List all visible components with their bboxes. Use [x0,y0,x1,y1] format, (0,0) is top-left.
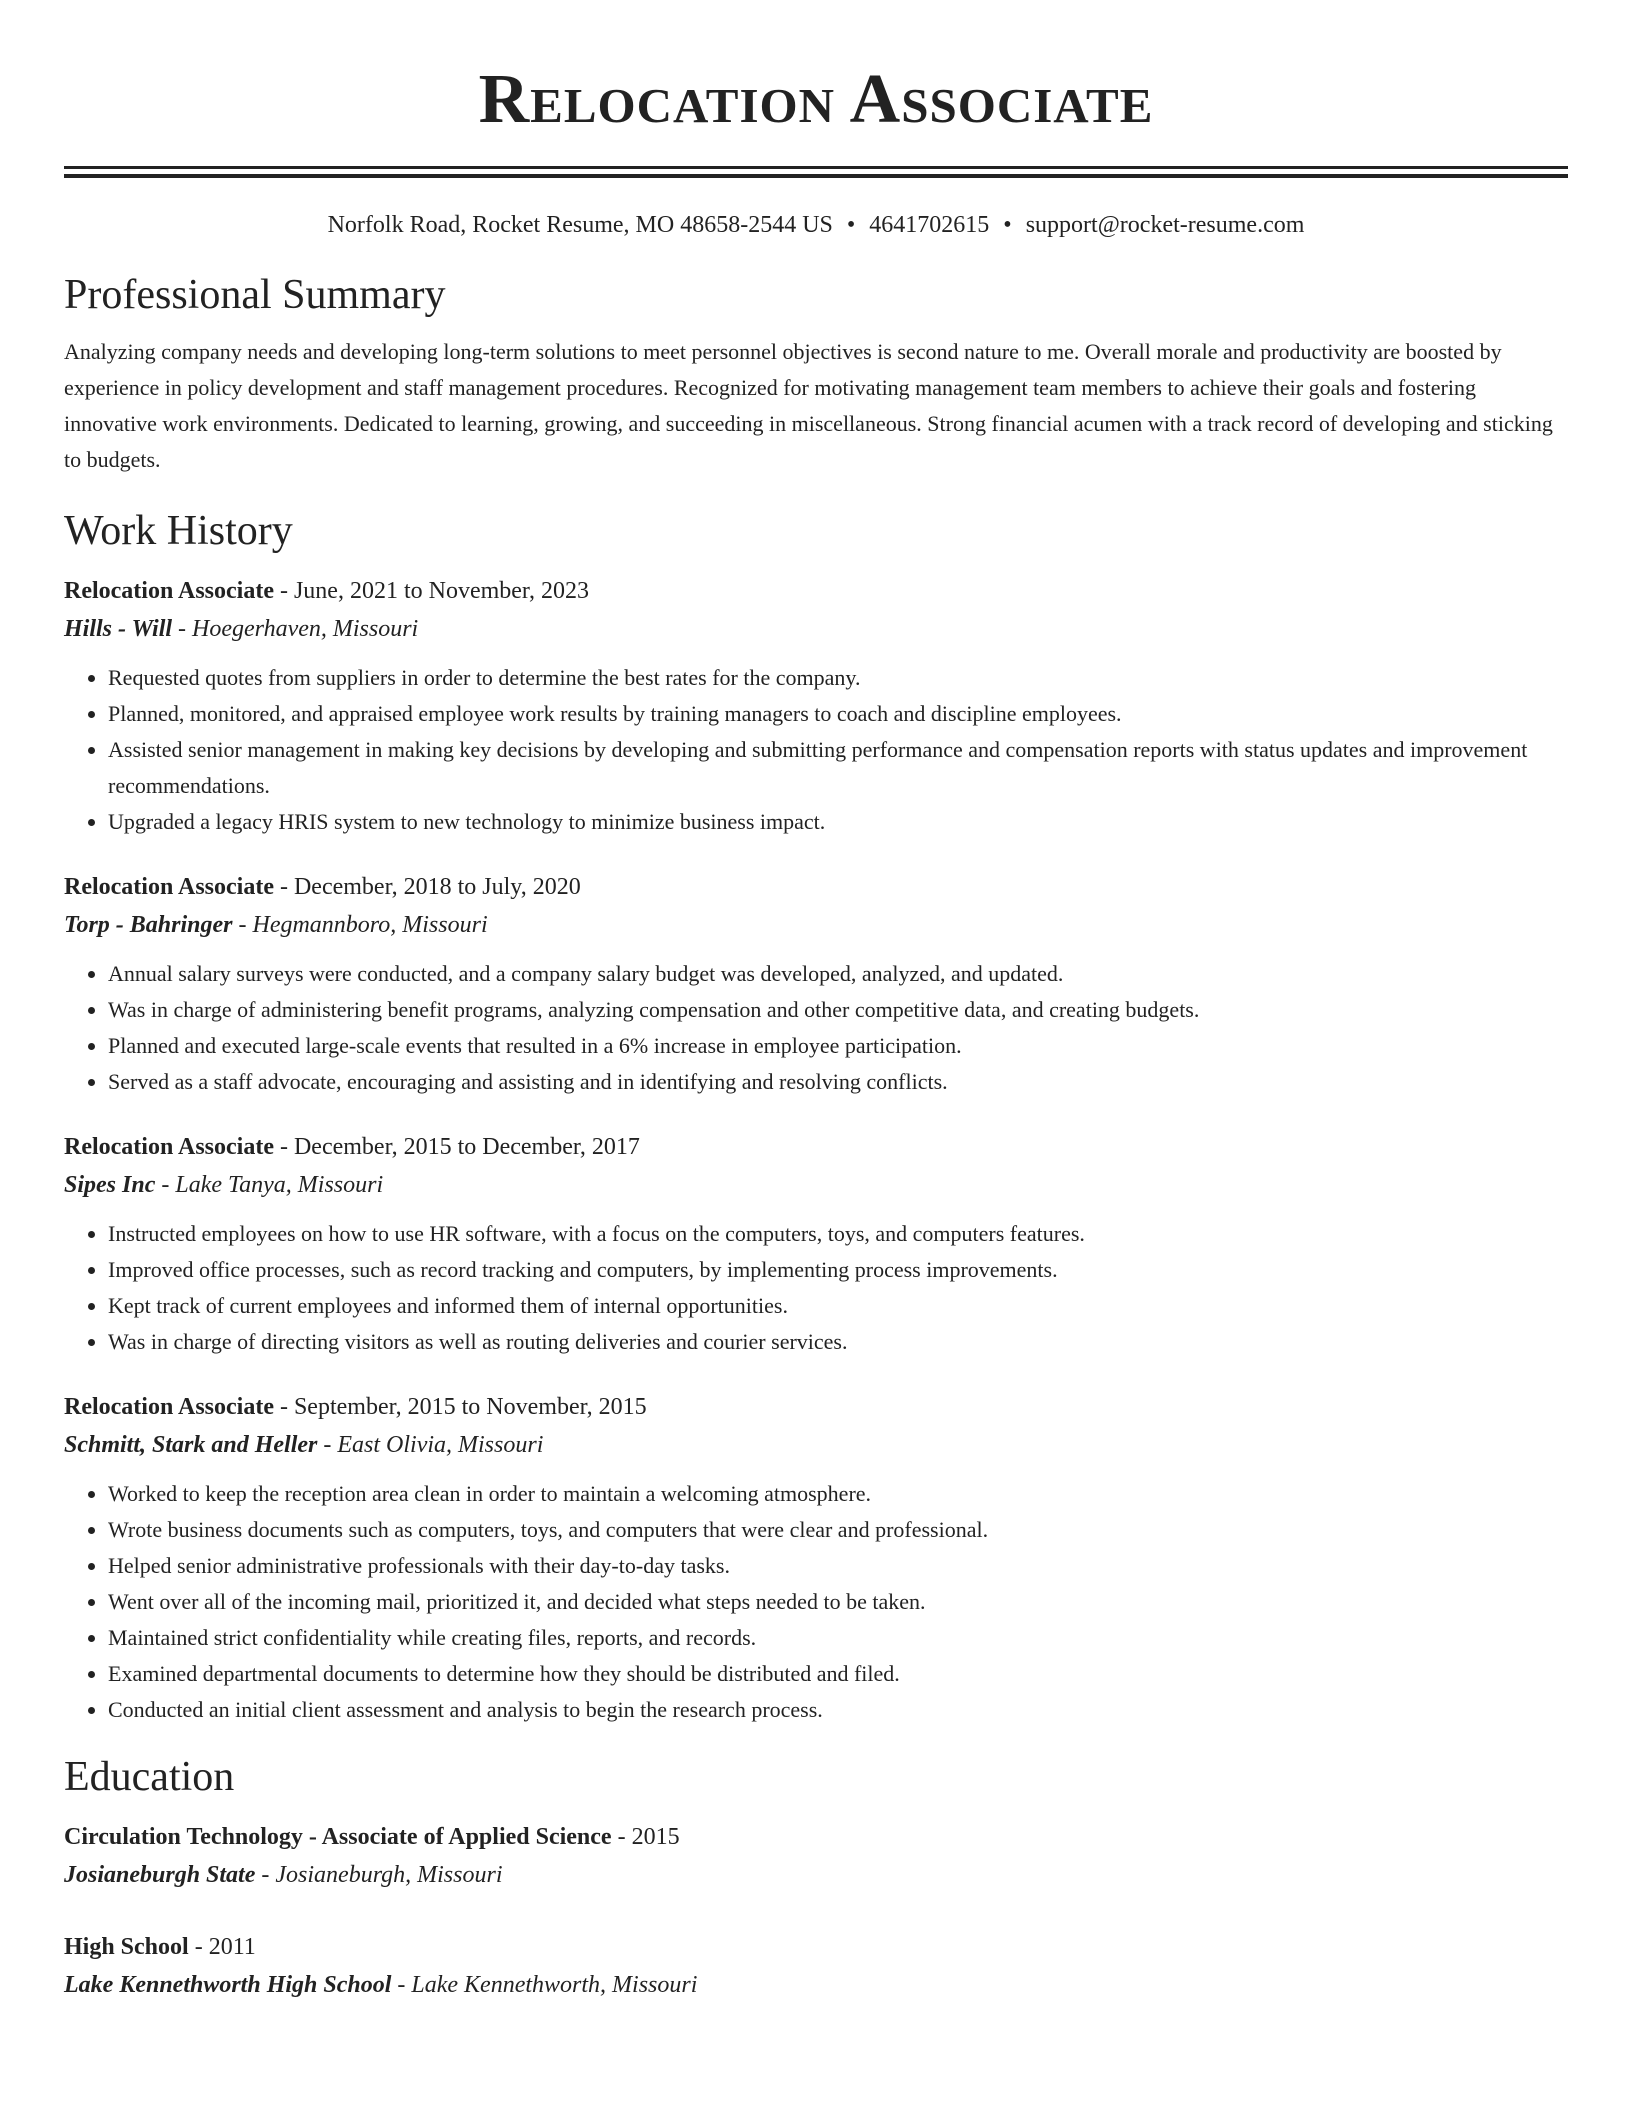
contact-email[interactable]: support@rocket-resume.com [1025,212,1305,238]
list-item: • Worked to keep the reception area clean in order to maintain a welcoming atmosphere. [108,1476,1568,1512]
education-degree-line [64,1928,1568,1966]
list-item: • Planned and executed large-scale events that resulted in a 6% increase in employee participation. [108,1028,1568,1064]
job-bullets [64,1216,1568,1360]
job-location: - Hegmannboro, Missouri [232,912,488,938]
job-location: - Hoegerhaven, Missouri [172,616,419,642]
job-company: Schmitt, Stark and Heller [64,1432,318,1458]
job-dates: - June, 2021 to November, 2023 [273,578,589,604]
list-item: • Examined departmental documents to determine how they should be distributed and filed. [108,1656,1568,1692]
job-title: Relocation Associate [64,1134,274,1160]
summary-text: Analyzing company needs and developing long-term solutions to meet personnel objectives is second nature to me. Overall morale and productivity are boosted by experience in policy development and staff management procedures. Recognized for motivating management team members to achieve their goals and fostering innovative work environments. Dedicated to learning, growing, and succeeding in miscellaneous. Strong financial acumen with a track record of developing and sticking to budgets. [64,339,1553,472]
education-location: - Lake Kennethworth, Missouri [391,1972,698,1998]
job-company: Torp - Bahringer [64,912,233,938]
work-history-heading: Work History [64,508,293,554]
job-title-line [64,572,1568,610]
job-title: Relocation Associate [64,874,274,900]
list-item: • Was in charge of directing visitors as well as routing deliveries and courier services. [108,1324,1568,1360]
contact-phone[interactable]: 4641702615 [869,212,990,238]
education-school-line [64,1966,1568,2004]
job-bullets [64,1476,1568,1728]
job-dates: - December, 2015 to December, 2017 [273,1134,640,1160]
job-bullets [64,956,1568,1100]
contact-separator: • [846,212,856,238]
education-entry [64,1928,1568,2004]
contact-separator: • [1003,212,1012,238]
education-degree: Circulation Technology - Associate of Applied Science [64,1824,612,1850]
education-year: - 2011 [188,1934,256,1960]
list-item: • Maintained strict confidentiality while creating files, reports, and records. [108,1620,1568,1656]
list-item: • Kept track of current employees and informed them of internal opportunities. [108,1288,1568,1324]
education-school: Josianeburgh State [64,1862,256,1888]
list-item: • Served as a staff advocate, encouraging and assisting and in identifying and resolving conflicts. [108,1064,1568,1100]
list-item: • Helped senior administrative professionals with their day-to-day tasks. [108,1548,1568,1584]
education-heading: Education [64,1754,235,1800]
contact-line [64,208,1568,242]
list-item: • Instructed employees on how to use HR software, with a focus on the computers, toys, and computers features. [108,1216,1568,1252]
contact-address: Norfolk Road, Rocket Resume, MO 48658-2544 US [327,212,833,238]
list-item: • Planned, monitored, and appraised employee work results by training managers to coach and discipline employees. [108,696,1568,732]
job-entry [64,1128,1568,1360]
list-item: • Requested quotes from suppliers in order to determine the best rates for the company. [108,660,1568,696]
job-location: - Lake Tanya, Missouri [155,1172,384,1198]
list-item: • Conducted an initial client assessment and analysis to begin the research process. [108,1692,1568,1728]
list-item: • Improved office processes, such as record tracking and computers, by implementing process improvements. [108,1252,1568,1288]
education-degree-line [64,1818,1568,1856]
job-company: Sipes Inc [64,1172,156,1198]
job-title-line [64,1388,1568,1426]
list-item: • Upgraded a legacy HRIS system to new technology to minimize business impact. [108,804,1568,840]
header-divider [64,166,1568,178]
job-entry [64,572,1568,840]
job-title-line [64,868,1568,906]
job-title: Relocation Associate [64,1394,274,1420]
job-entry [64,868,1568,1100]
job-title-line [64,1128,1568,1166]
education-year: - 2015 [611,1824,680,1850]
summary-heading: Professional Summary [64,272,446,318]
job-company-line [64,610,1568,648]
education-degree: High School [64,1934,189,1960]
job-company: Hills - Will [64,616,173,642]
list-item: • Wrote business documents such as computers, toys, and computers that were clear and professional. [108,1512,1568,1548]
education-location: - Josianeburgh, Missouri [255,1862,503,1888]
resume-name: Relocation Associate [478,61,1154,138]
job-dates: - December, 2018 to July, 2020 [273,874,581,900]
education-school: Lake Kennethworth High School [64,1972,392,1998]
job-company-line [64,1426,1568,1464]
job-bullets [64,660,1568,840]
education-entry [64,1818,1568,1894]
list-item: • Was in charge of administering benefit programs, analyzing compensation and other competitive data, and creating budgets. [108,992,1568,1028]
job-dates: - September, 2015 to November, 2015 [273,1394,647,1420]
job-entry [64,1388,1568,1728]
list-item: • Annual salary surveys were conducted, and a company salary budget was developed, analyzed, and updated. [108,956,1568,992]
job-title: Relocation Associate [64,578,274,604]
list-item: • Assisted senior management in making key decisions by developing and submitting performance and compensation reports with status updates and improvement recommendations. [108,732,1568,804]
job-company-line [64,1166,1568,1204]
education-school-line [64,1856,1568,1894]
job-location: - East Olivia, Missouri [317,1432,544,1458]
job-company-line [64,906,1568,944]
list-item: • Went over all of the incoming mail, prioritized it, and decided what steps needed to be taken. [108,1584,1568,1620]
